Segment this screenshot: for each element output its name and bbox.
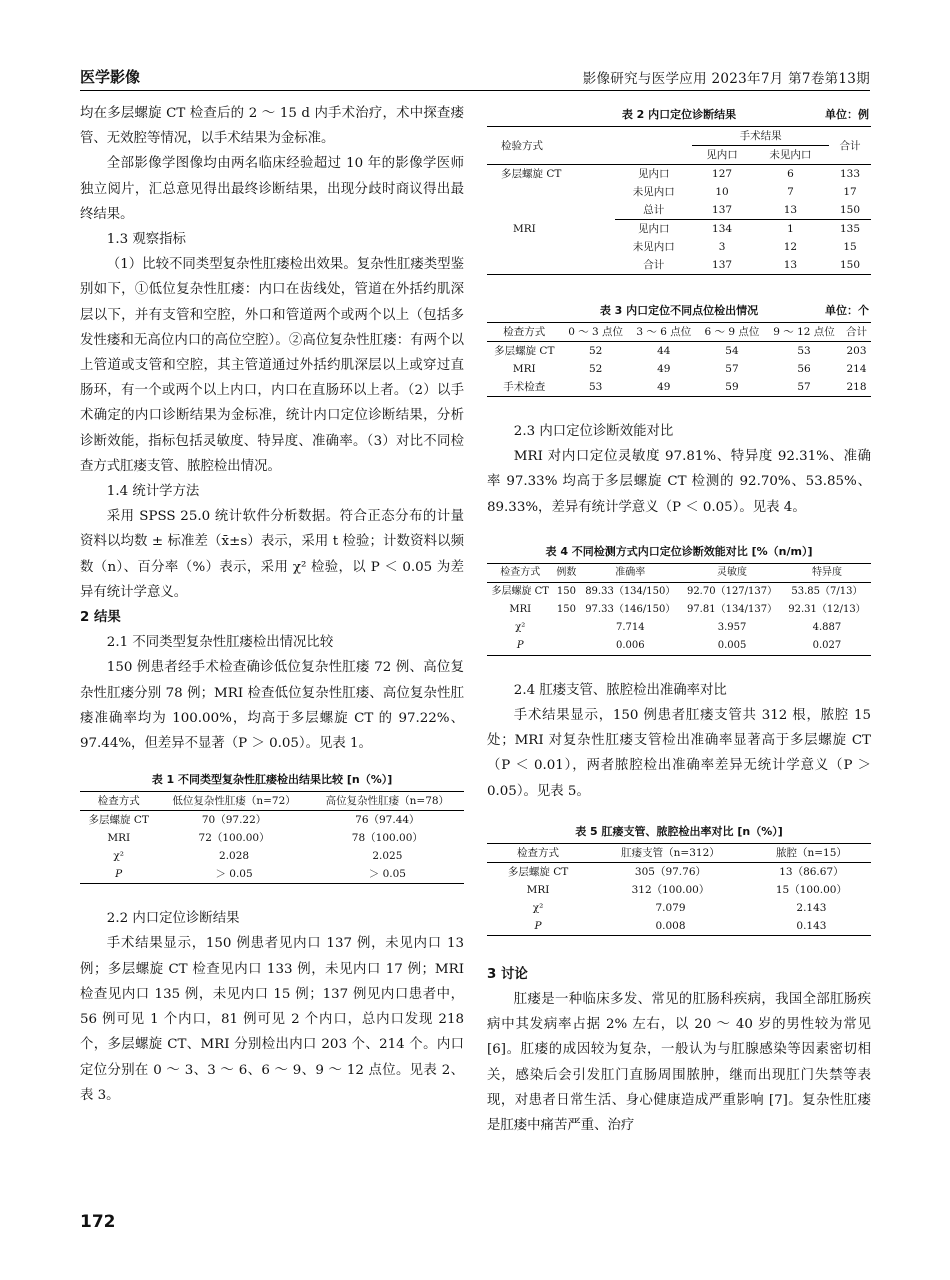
table-cell: 92.31（12/13） — [788, 603, 866, 615]
table-row — [487, 899, 871, 917]
table-title: 表 2 内口定位诊断结果 — [621, 108, 737, 121]
table-row — [487, 220, 871, 239]
table-cell: 89.33（134/150） — [585, 585, 676, 597]
table-cell: 53 — [797, 345, 811, 357]
table-1 — [80, 791, 464, 884]
table-cell: 合计 — [643, 259, 665, 271]
table-caption: 表 4 不同检测方式内口定位诊断效能对比 [%（n/m）] — [545, 544, 813, 558]
page-number: 172 — [80, 1212, 116, 1232]
table-cell: 49 — [657, 381, 671, 393]
table-cell: 4.887 — [812, 621, 842, 633]
table-cell: 135 — [839, 223, 861, 235]
left-column — [80, 101, 464, 1108]
table-cell: 总计 — [615, 201, 692, 220]
table-cell: 3 — [718, 241, 726, 253]
section-heading: 3 讨论 — [487, 966, 528, 982]
table-row — [487, 582, 871, 601]
table-cell: 15（100.00） — [775, 883, 847, 896]
table-cell: 1 — [787, 223, 794, 235]
table-cell: χ² — [532, 901, 544, 914]
table-cell: 72（100.00） — [198, 832, 270, 845]
column-header: 特异度 — [783, 563, 871, 582]
table-cell: 2.025 — [372, 850, 403, 863]
paragraph: 手术结果显示，150 例患者肛瘘支管共 312 根，脓腔 15 处；MRI 对复杂性肛瘘支管检出准确率显著高于多层螺旋 CT（P ＜ 0.01），两者脓腔检出准确率差异无统计学意义（P ＞ 0.05）。见表 5。 — [487, 708, 871, 799]
table-cell: MRI — [509, 603, 532, 615]
paragraph: 均在多层螺旋 CT 检查后的 2 ～ 15 d 内手术治疗，术中探查瘘管、无效腔等情况，以手术结果为金标准。 — [80, 106, 464, 147]
column-header: 脓腔（n=15） — [752, 843, 871, 862]
table-cell: 0.008 — [655, 919, 686, 932]
table-row — [487, 917, 871, 936]
column-header: 检验方式 — [487, 127, 692, 165]
table-cell: ＞ 0.05 — [368, 868, 406, 881]
paragraph: 手术结果显示，150 例患者见内口 137 例，未见内口 13 例；多层螺旋 CT 检查见内口 133 例，未见内口 17 例；MRI 检查见内口 135 例，未见内口 15 例；137 例见内口患者中，56 例可见 1 个内口，81 例可见 2 个内口，总内口发现 218 个，多层螺旋 CT、MRI 分别检出内口 203 个、214 个。内口定位分别在 0 ～ 3、3 ～ 6、6 ～ 9、9 ～ 12 点位。见表 2、表 3。 — [80, 936, 464, 1103]
column-header: 肛瘘支管（n=312） — [589, 843, 752, 862]
column-header: 6 ～ 9 点位 — [698, 323, 766, 342]
column-header: 合计 — [829, 127, 871, 165]
table-cell: 手术检查 — [503, 381, 546, 393]
table-cell: 17 — [843, 186, 857, 198]
table-row — [487, 378, 871, 397]
table-row — [487, 342, 871, 361]
section-heading: 2 结果 — [80, 610, 121, 626]
table-cell: 59 — [725, 381, 739, 393]
subsection-heading: 2.1 不同类型复杂性肛瘘检出情况比较 — [106, 635, 334, 651]
journal-section-title: 医学影像 — [80, 68, 141, 86]
subsection-heading: 1.4 统计学方法 — [106, 484, 200, 500]
table-cell: 137 — [712, 259, 733, 271]
table-cell: 7.714 — [615, 621, 645, 633]
table-cell: 57 — [725, 363, 739, 375]
table-cell: 49 — [657, 363, 671, 375]
table-cell: 133 — [839, 168, 861, 180]
table-cell: 53 — [588, 381, 603, 393]
table-cell: 多层螺旋 CT — [88, 814, 149, 827]
table-cell: 未见内口 — [632, 241, 675, 253]
table-cell: 134 — [712, 223, 733, 235]
table-cell: P — [516, 639, 524, 651]
table-cell: 0.027 — [812, 639, 842, 651]
column-header: 0 ～ 3 点位 — [562, 323, 630, 342]
table-cell: MRI — [526, 883, 550, 896]
paragraph: 肛瘘是一种临床多发、常见的肛肠科疾病，我国全部肛肠疾病中其发病率占据 2% 左右，以 20 ～ 40 岁的男性较为常见 [6]。肛瘘的成因较为复杂，一般认为与肛腺感染等因素密切相关，感染后会引发肛门直肠周围脓肿，继而出现肛门失禁等表现，对患者日常生活、身心健康造成严重影响 [7]。复杂性肛瘘是肛瘘中痛苦严重、治疗 — [487, 992, 871, 1134]
table-3 — [487, 322, 871, 397]
table-row — [487, 619, 871, 637]
column-header: 例数 — [553, 563, 579, 582]
table-caption: 表 5 肛瘘支管、脓腔检出率对比 [n（%）] — [575, 824, 783, 838]
table-cell: 多层螺旋 CT — [507, 865, 569, 878]
table-cell: 0.005 — [717, 639, 747, 651]
table-cell: 12 — [783, 241, 798, 253]
table-cell: 203 — [846, 345, 867, 357]
table-cell: 57 — [797, 381, 811, 393]
paragraph: 全部影像学图像均由两名临床经验超过 10 年的影像学医师独立阅片，汇总意见得出最终诊断结果，出现分歧时商议得出最终结果。 — [80, 156, 464, 222]
table-cell: MRI — [107, 832, 131, 845]
subsection-heading: 2.3 内口定位诊断效能对比 — [513, 424, 674, 439]
table-caption — [487, 107, 871, 123]
table-cell: 53.85（7/13） — [791, 585, 863, 597]
table-cell: 127 — [712, 168, 733, 180]
journal-issue-info: 影像研究与医学应用 2023年7月 第7卷第13期 — [582, 71, 870, 87]
table-cell: 15 — [843, 241, 857, 253]
table-cell: 13 — [783, 259, 798, 271]
table-cell: 多层螺旋 CT — [501, 168, 562, 180]
table-cell: 97.81（134/137） — [686, 603, 778, 615]
table-cell: 56 — [797, 363, 811, 375]
table-caption: 表 1 不同类型复杂性肛瘘检出结果比较 [n（%）] — [151, 773, 393, 787]
table-cell: 2.028 — [219, 850, 250, 863]
table-cell: ＞ 0.05 — [215, 868, 253, 881]
table-cell: 13 — [752, 201, 829, 220]
paragraph: 150 例患者经手术检查确诊低位复杂性肛瘘 72 例、高位复杂性肛瘘分别 78 例；MRI 检查低位复杂性肛瘘、高位复杂性肛瘘准确率均为 100.00%，均高于多层螺旋 CT 的 97.22%、97.44%，但差异不显著（P ＞ 0.05）。见表 1。 — [80, 660, 464, 752]
table-cell: χ² — [113, 850, 124, 863]
table-row — [487, 360, 871, 378]
table-cell: 70（97.22） — [201, 814, 267, 827]
running-header — [80, 66, 870, 91]
column-header: 见内口 — [692, 146, 752, 165]
table-row — [487, 165, 871, 184]
table-cell: 92.70（127/137） — [686, 585, 778, 597]
right-column — [487, 101, 871, 1138]
table-cell: 7.079 — [655, 901, 686, 914]
table-cell — [553, 619, 579, 637]
table-cell — [553, 637, 579, 656]
subsection-heading: 2.4 肛瘘支管、脓腔检出准确率对比 — [513, 682, 727, 698]
column-header: 检查方式 — [80, 792, 157, 811]
column-header: 灵敏度 — [681, 563, 783, 582]
column-header: 检查方式 — [487, 843, 589, 862]
table-cell: 6 — [787, 168, 794, 180]
table-cell: 150 — [839, 259, 861, 271]
table-cell: 218 — [846, 381, 867, 393]
subsection-heading: 2.2 内口定位诊断结果 — [106, 911, 240, 927]
column-header: 未见内口 — [752, 146, 829, 165]
subsection-heading: 1.3 观察指标 — [106, 232, 186, 248]
table-cell: 10 — [715, 186, 729, 198]
table-cell: 多层螺旋 CT — [491, 585, 549, 597]
table-cell: 44 — [657, 345, 671, 357]
table-cell: MRI — [513, 222, 536, 235]
paragraph: 采用 SPSS 25.0 统计软件分析数据。符合正态分布的计量资料以均数 ± 标准差（x̄±s）表示，采用 t 检验；计数资料以频数（n）、百分率（%）表示，采用 χ² 检验，以 P ＜ 0.05 为差异有统计学意义。 — [80, 509, 464, 600]
table-cell: 214 — [846, 363, 867, 375]
table-caption — [487, 303, 871, 319]
table-row — [487, 601, 871, 619]
table-cell: 52 — [588, 363, 603, 375]
table-cell: 未见内口 — [632, 186, 675, 198]
table-cell: 78（100.00） — [351, 832, 423, 845]
table-unit: 单位：个 — [825, 304, 869, 317]
column-header: 检查方式 — [487, 323, 562, 342]
column-header: 准确率 — [579, 563, 681, 582]
column-header: 合计 — [842, 323, 871, 342]
table-cell: 见内口 — [637, 168, 670, 180]
table-cell: χ² — [515, 621, 526, 633]
table-row — [80, 811, 464, 830]
table-row — [487, 862, 871, 881]
table-row — [80, 829, 464, 847]
table-cell: 多层螺旋 CT — [494, 345, 555, 357]
table-cell: 312（100.00） — [631, 883, 710, 896]
table-row — [487, 881, 871, 899]
table-4 — [487, 563, 871, 656]
table-cell: 76（97.44） — [355, 814, 420, 827]
table-cell: 0.143 — [796, 919, 827, 932]
table-cell: 150 — [556, 585, 576, 597]
paragraph: MRI 对内口定位灵敏度 97.81%、特异度 92.31%、准确率 97.33% 均高于多层螺旋 CT 检测的 92.70%、53.85%、89.33%，差异有统计学意义（P ＜ 0.05）。见表 4。 — [487, 449, 871, 515]
table-cell: 7 — [787, 186, 794, 198]
table-cell: 见内口 — [637, 223, 670, 235]
table-cell: P — [115, 868, 123, 881]
table-cell: 305（97.76） — [634, 865, 707, 878]
column-header: 9 ～ 12 点位 — [766, 323, 842, 342]
table-unit: 单位：例 — [825, 108, 869, 121]
column-header: 手术结果 — [692, 127, 829, 146]
table-cell: 52 — [588, 345, 603, 357]
table-cell: 3.957 — [717, 621, 747, 633]
table-row — [487, 637, 871, 656]
table-cell: 97.33（146/150） — [585, 603, 676, 615]
table-cell: 54 — [725, 345, 739, 357]
table-cell: 2.143 — [796, 901, 827, 914]
column-header: 低位复杂性肛瘘（n=72） — [157, 792, 310, 811]
column-header: 高位复杂性肛瘘（n=78） — [311, 792, 464, 811]
table-cell: 150 — [556, 603, 576, 615]
table-cell: 137 — [692, 201, 752, 220]
table-row — [80, 865, 464, 884]
table-cell: 0.006 — [615, 639, 645, 651]
table-cell: 150 — [829, 201, 871, 220]
table-cell: 13（86.67） — [779, 865, 844, 878]
column-header: 3 ～ 6 点位 — [630, 323, 698, 342]
column-header: 检查方式 — [487, 563, 553, 582]
paragraph: （1）比较不同类型复杂性肛瘘检出效果。复杂性肛瘘类型鉴别如下，①低位复杂性肛瘘：内口在齿线处，管道在外括约肌深层以下，并有支管和空腔，外口和管道两个或两个以上（包括多发性瘘和无高位内口的高位空腔）。②高位复杂性肛瘘：有两个以上管道或支管和空腔，其主管道通过外括约肌深层以上或穿过直肠环，有一个或两个以上内口，内口在直肠环以上者。（2）以手术确定的内口诊断结果为金标准，统计内口定位诊断结果，分析诊断效能，指标包括灵敏度、特异度、准确率。（3）对比不同检查方式肛瘘支管、脓腔检出情况。 — [80, 257, 464, 474]
table-cell: MRI — [512, 363, 536, 375]
table-row — [80, 847, 464, 865]
table-title: 表 3 内口定位不同点位检出情况 — [599, 304, 759, 317]
table-2 — [487, 126, 871, 275]
table-cell: P — [534, 919, 542, 932]
table-5 — [487, 843, 871, 936]
